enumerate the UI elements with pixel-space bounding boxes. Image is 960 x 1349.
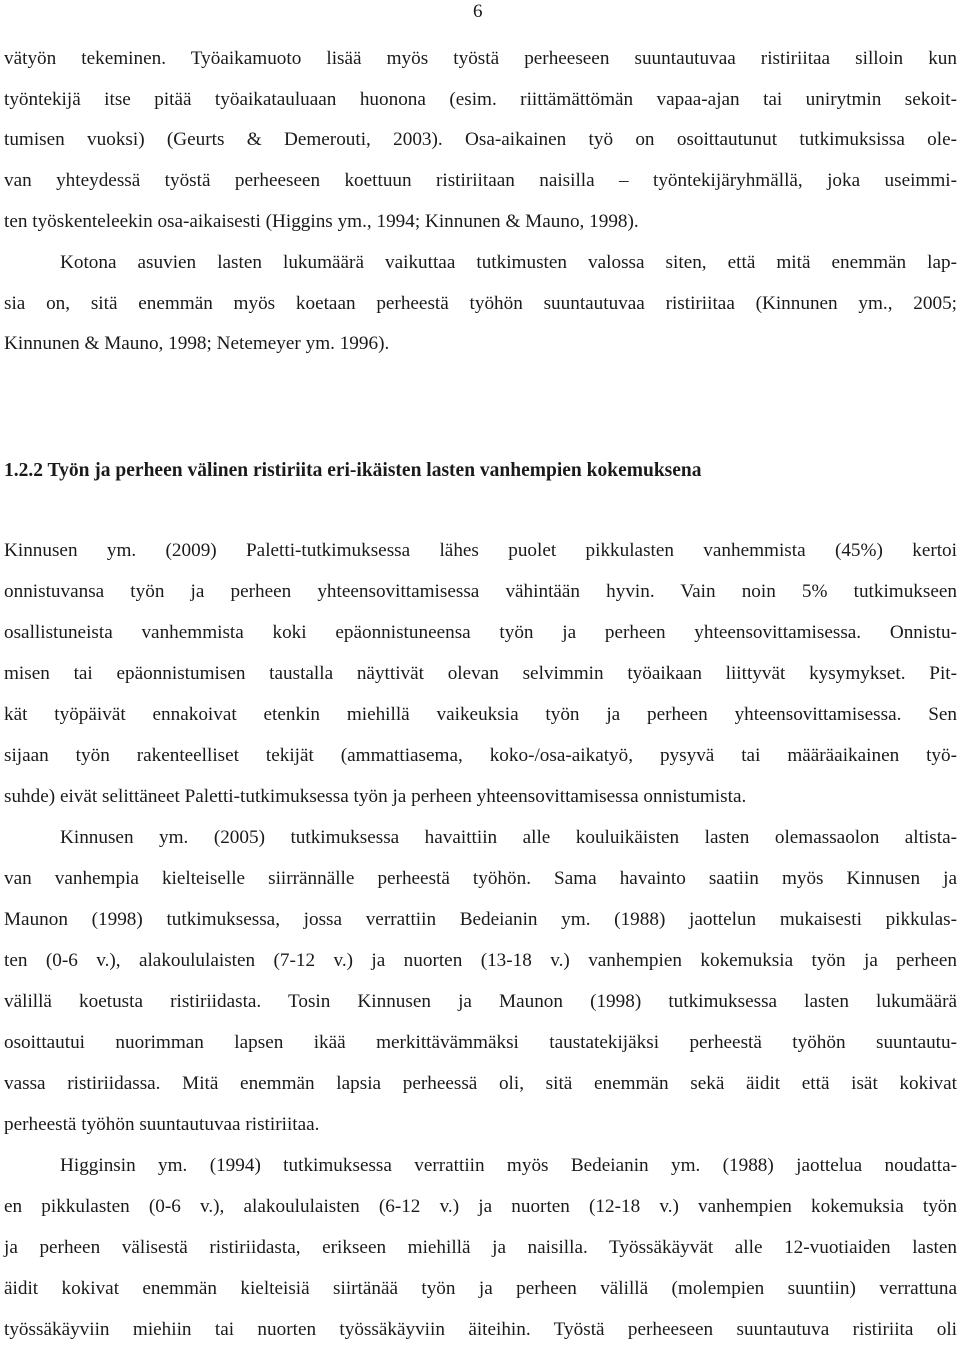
text-line: ten (0-6 v.), alakoululaisten (7-12 v.) ja nuorten (13-18 v.) vanhempien kokemuksia työn ja perheen xyxy=(4,950,957,971)
text-line: Kinnusen ym. (2005) tutkimuksessa havaittiin alle kouluikäisten lasten olemassaolon altista- xyxy=(60,827,957,848)
text-line: tumisen vuoksi) (Geurts & Demerouti, 2003). Osa-aikainen työ on osoittautunut tutkimuksissa ole- xyxy=(4,129,957,150)
text-line: sia on, sitä enemmän myös koetaan perheestä työhön suuntautuvaa ristiriitaa (Kinnunen ym., 2005; xyxy=(4,293,957,314)
text-line: kät työpäivät ennakoivat etenkin miehillä vaikeuksia työn ja perheen yhteensovittamisessa. Sen xyxy=(4,704,957,725)
text-line: Kotona asuvien lasten lukumäärä vaikuttaa tutkimusten valossa siten, että mitä enemmän lap- xyxy=(60,252,957,273)
text-line: vätyön tekeminen. Työaikamuoto lisää myös työstä perheeseen suuntautuvaa ristiriitaa silloin kun xyxy=(4,48,957,69)
section-heading: 1.2.2 Työn ja perheen välinen ristiriita eri-ikäisten lasten vanhempien kokemuksena xyxy=(4,460,702,481)
text-line: onnistuvansa työn ja perheen yhteensovittamisessa vähintään hyvin. Vain noin 5% tutkimukseen xyxy=(4,581,957,602)
page-number: 6 xyxy=(473,1,483,22)
text-line: Kinnusen ym. (2009) Paletti-tutkimuksessa lähes puolet pikkulasten vanhemmista (45%) kertoi xyxy=(4,540,957,561)
text-line: van yhteydessä työstä perheeseen koettuun ristiriitaan naisilla – työntekijäryhmällä, joka useimmi- xyxy=(4,170,957,191)
text-line: Maunon (1998) tutkimuksessa, jossa verrattiin Bedeianin ym. (1988) jaottelun mukaisesti pikkulas- xyxy=(4,909,957,930)
text-line: ja perheen välisestä ristiriidasta, erikseen miehillä ja naisilla. Työssäkäyvät alle 12-vuotiaiden lasten xyxy=(4,1237,957,1258)
text-line: perheestä työhön suuntautuvaa ristiriitaa. xyxy=(4,1114,320,1135)
text-line: ten työskenteleekin osa-aikaisesti (Higgins ym., 1994; Kinnunen & Mauno, 1998). xyxy=(4,211,639,232)
text-line: osallistuneista vanhemmista koki epäonnistuneensa työn ja perheen yhteensovittamisessa. Onnistu- xyxy=(4,622,957,643)
text-line: Higginsin ym. (1994) tutkimuksessa verrattiin myös Bedeianin ym. (1988) jaottelua noudatta- xyxy=(60,1155,957,1176)
text-line: työntekijä itse pitää työaikatauluaan huonona (esim. riittämättömän vapaa-ajan tai unirytmin sekoit- xyxy=(4,89,957,110)
text-line: Kinnunen & Mauno, 1998; Netemeyer ym. 1996). xyxy=(4,333,390,354)
text-line: van vanhempia kielteiselle siirrännälle perheestä työhön. Sama havainto saatiin myös Kinnusen ja xyxy=(4,868,957,889)
text-line: äidit kokivat enemmän kielteisiä siirtänää työn ja perheen välillä (molempien suuntiin) verrattuna xyxy=(4,1278,957,1299)
text-line: misen tai epäonnistumisen taustalla näyttivät olevan selvimmin työaikaan liittyvät kysymykset. Pit- xyxy=(4,663,957,684)
text-line: suhde) eivät selittäneet Paletti-tutkimuksessa työn ja perheen yhteensovittamisessa onnistumista. xyxy=(4,786,747,807)
text-line: en pikkulasten (0-6 v.), alakoululaisten (6-12 v.) ja nuorten (12-18 v.) vanhempien kokemuksia työn xyxy=(4,1196,957,1217)
text-line: työssäkäyviin miehiin tai nuorten työssäkäyviin äiteihin. Työstä perheeseen suuntautuva ristiriita oli xyxy=(4,1319,957,1340)
text-line: vassa ristiriidassa. Mitä enemmän lapsia perheessä oli, sitä enemmän sekä äidit että isät kokivat xyxy=(4,1073,957,1094)
text-line: välillä koetusta ristiriidasta. Tosin Kinnusen ja Maunon (1998) tutkimuksessa lasten lukumäärä xyxy=(4,991,957,1012)
text-line: sijaan työn rakenteelliset tekijät (ammattiasema, koko-/osa-aikatyö, pysyvä tai määräaikainen työ- xyxy=(4,745,957,766)
text-line: osoittautui nuorimman lapsen ikää merkittävämmäksi taustatekijäksi perheestä työhön suuntautu- xyxy=(4,1032,957,1053)
